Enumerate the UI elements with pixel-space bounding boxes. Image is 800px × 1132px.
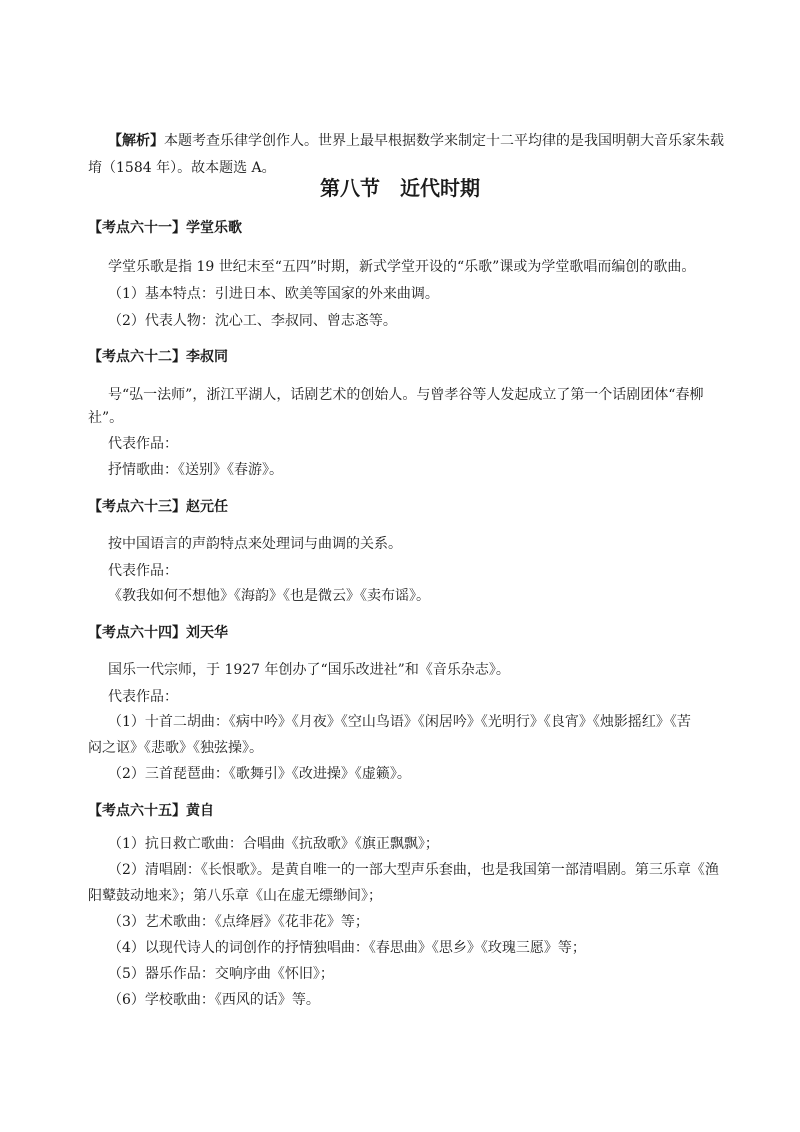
body-line: （4）以现代诗人的词创作的抒情独唱曲：《春思曲》《思乡》《玫瑰三愿》等； [108, 940, 586, 956]
body-line: （2）清唱剧：《长恨歌》。是黄自唯一的一部大型声乐套曲，也是我国第一部清唱剧。第三乐章《渔 [108, 862, 719, 878]
body-line: 号“弘一法师”，浙江平湖人，话剧艺术的创始人。与曾孝谷等人发起成立了第一个话剧团体“春柳 [108, 387, 704, 403]
analysis-line-2: 堉（1584 年）。故本题选 A。 [88, 160, 276, 176]
analysis-line-1 [108, 131, 724, 151]
analysis-label: 【解析】 [108, 133, 164, 149]
body-line: （1）抗日救亡歌曲：合唱曲《抗敌歌》《旗正飘飘》； [108, 836, 439, 852]
section-heading-65: 【考点六十五】黄自 [88, 803, 214, 819]
body-line: 代表作品： [108, 689, 178, 705]
body-line: 国乐一代宗师，于 1927 年创办了“国乐改进社”和《音乐杂志》。 [108, 662, 510, 678]
section-heading-61: 【考点六十一】学堂乐歌 [88, 220, 242, 236]
body-line: （1）基本特点：引进日本、欧美等国家的外来曲调。 [108, 286, 439, 302]
section-heading-64: 【考点六十四】刘天华 [88, 625, 228, 641]
body-line: 代表作品： [108, 563, 178, 579]
body-line: 抒情歌曲：《送别》《春游》。 [108, 462, 283, 478]
body-line: （3）艺术歌曲：《点绛唇》《花非花》等； [108, 914, 369, 930]
body-line: （6）学校歌曲：《西风的话》等。 [108, 992, 320, 1008]
body-line: 学堂乐歌是指 19 世纪末至“五四”时期，新式学堂开设的“乐歌”课或为学堂歌唱而编创的歌曲。 [108, 259, 696, 275]
section-heading-62: 【考点六十二】李叔同 [88, 349, 228, 365]
body-line: 社”。 [88, 410, 124, 426]
section-title: 第八节 近代时期 [320, 176, 480, 200]
body-line: （1）十首二胡曲：《病中吟》《月夜》《空山鸟语》《闲居吟》《光明行》《良宵》《烛影摇红》《苦 [108, 714, 691, 730]
analysis-text-1: 本题考查乐律学创作人。世界上最早根据数学来制定十二平均律的是我国明朝大音乐家朱载 [164, 133, 724, 149]
section-heading-63: 【考点六十三】赵元任 [88, 499, 228, 515]
body-line: 代表作品： [108, 436, 178, 452]
body-line: 《教我如何不想他》《海韵》《也是微云》《卖布谣》。 [108, 588, 430, 604]
body-line: （2）代表人物：沈心工、李叔同、曾志忞等。 [108, 313, 397, 329]
body-line: 阳鼙鼓动地来》；第八乐章《山在虚无缥缈间》； [88, 888, 382, 904]
body-line: 按中国语言的声韵特点来处理词与曲调的关系。 [108, 536, 402, 552]
body-line: （2）三首琵琶曲：《歌舞引》《改进操》《虚籁》。 [108, 766, 411, 782]
body-line: 闷之讴》《悲歌》《独弦操》。 [88, 740, 263, 756]
body-line: （5）器乐作品：交响序曲《怀旧》； [108, 966, 334, 982]
